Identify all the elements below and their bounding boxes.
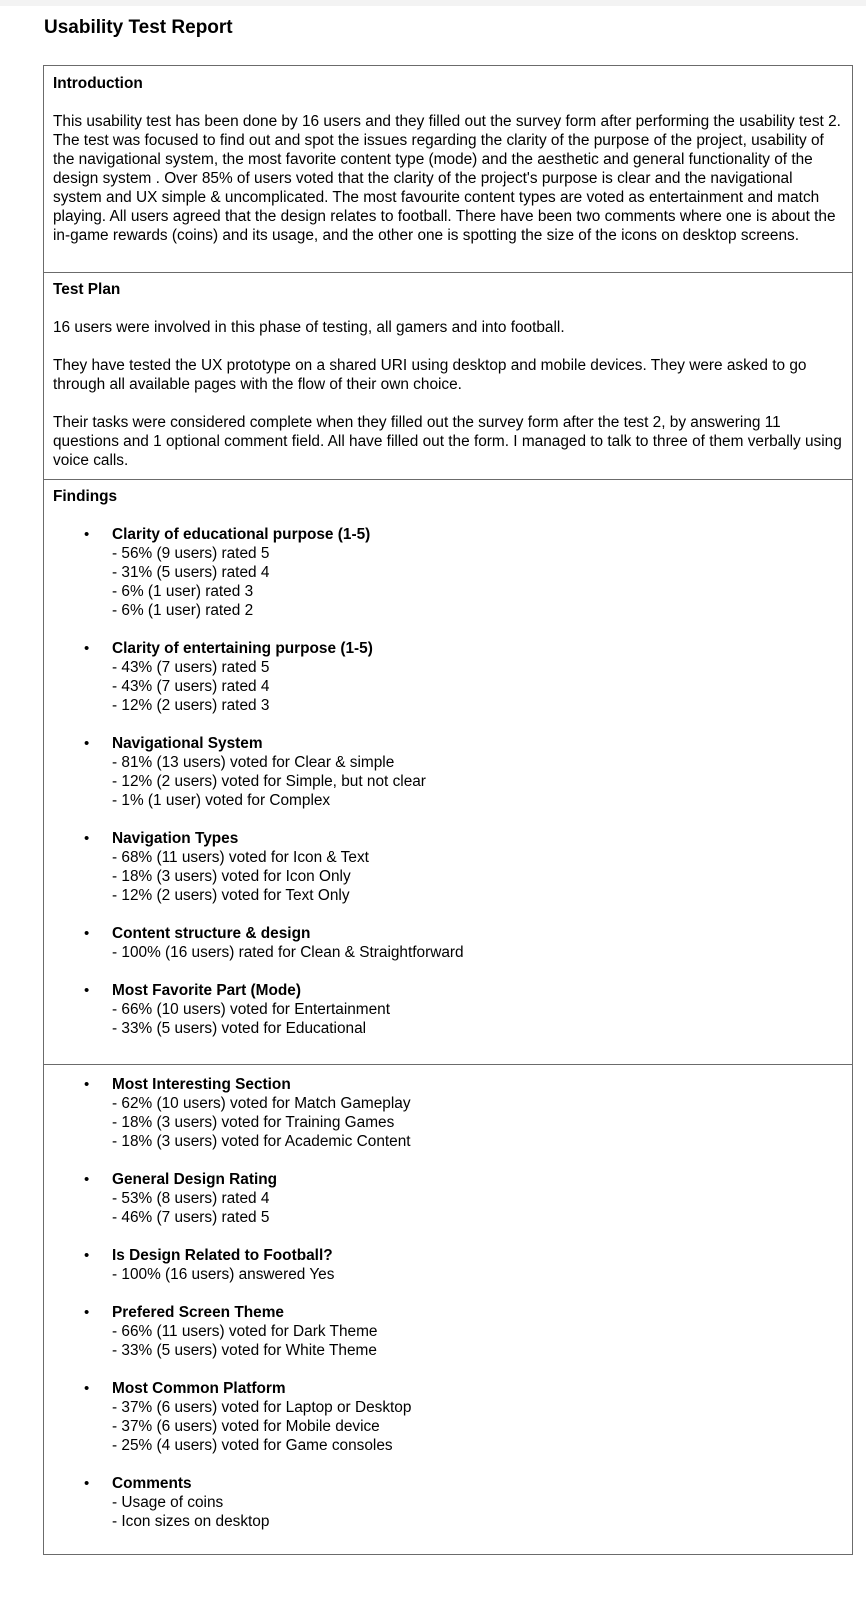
finding-item	[53, 1379, 843, 1455]
test-plan-heading: Test Plan	[53, 281, 121, 298]
finding-result: - 53% (8 users) rated 4	[112, 1190, 270, 1207]
top-toolbar-strip	[0, 0, 866, 6]
bullet-icon: •	[84, 1247, 90, 1264]
finding-item	[53, 639, 843, 715]
finding-item	[53, 981, 843, 1038]
finding-title: Navigation Types	[112, 830, 239, 847]
finding-result: - 33% (5 users) voted for White Theme	[112, 1342, 377, 1359]
findings-heading: Findings	[53, 488, 118, 505]
introduction-body: This usability test has been done by 16 users and they filled out the survey form after performing the usability test 2. The test was focused to find out and spot the issues regarding the clarity of the purpose of the project, usability of the navigational system, the most favorite content type (mode) and the aesthetic and general functionality of the design system . Over 85% of users voted that the clarity of the project's purpose is clear and the navigational system and UX simple & uncomplicated. The most favourite content types are voted as entertainment and match playing. All users agreed that the design relates to football. There have been two comments where one is about the in-game rewards (coins) and its usage, and the other one is spotting the size of the icons on desktop screens.	[53, 113, 841, 244]
finding-result: - 66% (11 users) voted for Dark Theme	[112, 1323, 378, 1340]
bullet-icon: •	[84, 526, 90, 543]
finding-result: - 100% (16 users) rated for Clean & Straightforward	[112, 944, 464, 961]
finding-item	[53, 1075, 843, 1151]
finding-item	[53, 1246, 843, 1284]
bullet-icon: •	[84, 1475, 90, 1492]
finding-result: - 46% (7 users) rated 5	[112, 1209, 270, 1226]
finding-item	[53, 829, 843, 905]
finding-result: - 18% (3 users) voted for Training Games	[112, 1114, 395, 1131]
finding-result: - 18% (3 users) voted for Icon Only	[112, 868, 351, 885]
bullet-icon: •	[84, 640, 90, 657]
bullet-icon: •	[84, 925, 90, 942]
finding-result: - 43% (7 users) rated 5	[112, 659, 270, 676]
finding-result: - 68% (11 users) voted for Icon & Text	[112, 849, 369, 866]
finding-result: - 37% (6 users) voted for Laptop or Desktop	[112, 1399, 412, 1416]
finding-result: - 33% (5 users) voted for Educational	[112, 1020, 367, 1037]
finding-item	[53, 924, 843, 962]
finding-result: - 6% (1 user) rated 2	[112, 602, 254, 619]
finding-result: - 12% (2 users) voted for Text Only	[112, 887, 350, 904]
finding-item	[53, 734, 843, 810]
bullet-icon: •	[84, 1304, 90, 1321]
finding-result: - Icon sizes on desktop	[112, 1513, 270, 1530]
finding-title: Most Favorite Part (Mode)	[112, 982, 301, 999]
findings-continued-section	[43, 1064, 853, 1555]
finding-result: - 31% (5 users) rated 4	[112, 564, 270, 581]
finding-result: - 43% (7 users) rated 4	[112, 678, 270, 695]
bullet-icon: •	[84, 982, 90, 999]
finding-result: - 12% (2 users) rated 3	[112, 697, 270, 714]
finding-result: - 1% (1 user) voted for Complex	[112, 792, 331, 809]
finding-result: - 62% (10 users) voted for Match Gameplay	[112, 1095, 411, 1112]
finding-result: - 66% (10 users) voted for Entertainment	[112, 1001, 391, 1018]
finding-result: - 56% (9 users) rated 5	[112, 545, 270, 562]
findings-list	[53, 525, 843, 1038]
bullet-icon: •	[84, 735, 90, 752]
finding-item	[53, 1474, 843, 1531]
bullet-icon: •	[84, 1076, 90, 1093]
finding-result: - 12% (2 users) voted for Simple, but not clear	[112, 773, 426, 790]
bullet-icon: •	[84, 1171, 90, 1188]
finding-result: - Usage of coins	[112, 1494, 224, 1511]
test-plan-paragraph: They have tested the UX prototype on a shared URI using desktop and mobile devices. They were asked to go through all available pages with the flow of their own choice.	[53, 357, 807, 393]
finding-title: Most Interesting Section	[112, 1076, 291, 1093]
finding-title: Prefered Screen Theme	[112, 1304, 284, 1321]
finding-title: Most Common Platform	[112, 1380, 286, 1397]
finding-title: Is Design Related to Football?	[112, 1247, 333, 1264]
finding-title: Clarity of entertaining purpose (1-5)	[112, 640, 373, 657]
introduction-section	[43, 65, 853, 273]
findings-list-continued	[53, 1075, 843, 1531]
finding-title: General Design Rating	[112, 1171, 278, 1188]
finding-result: - 18% (3 users) voted for Academic Content	[112, 1133, 411, 1150]
finding-result: - 37% (6 users) voted for Mobile device	[112, 1418, 380, 1435]
finding-item	[53, 1170, 843, 1227]
introduction-heading: Introduction	[53, 75, 143, 92]
finding-result: - 6% (1 user) rated 3	[112, 583, 254, 600]
test-plan-section	[43, 272, 853, 480]
test-plan-paragraph: 16 users were involved in this phase of testing, all gamers and into football.	[53, 319, 565, 336]
findings-section	[43, 479, 853, 1065]
finding-result: - 100% (16 users) answered Yes	[112, 1266, 335, 1283]
finding-title: Navigational System	[112, 735, 263, 752]
test-plan-paragraph: Their tasks were considered complete when they filled out the survey form after the test 2, by answering 11 questions and 1 optional comment field. All have filled out the form. I managed to talk to three of them verbally using voice calls.	[53, 414, 842, 469]
finding-result: - 25% (4 users) voted for Game consoles	[112, 1437, 393, 1454]
finding-title: Comments	[112, 1475, 192, 1492]
finding-title: Content structure & design	[112, 925, 311, 942]
document-title: Usability Test Report	[44, 17, 233, 38]
bullet-icon: •	[84, 1380, 90, 1397]
finding-title: Clarity of educational purpose (1-5)	[112, 526, 371, 543]
bullet-icon: •	[84, 830, 90, 847]
finding-result: - 81% (13 users) voted for Clear & simple	[112, 754, 395, 771]
finding-item	[53, 1303, 843, 1360]
finding-item	[53, 525, 843, 620]
